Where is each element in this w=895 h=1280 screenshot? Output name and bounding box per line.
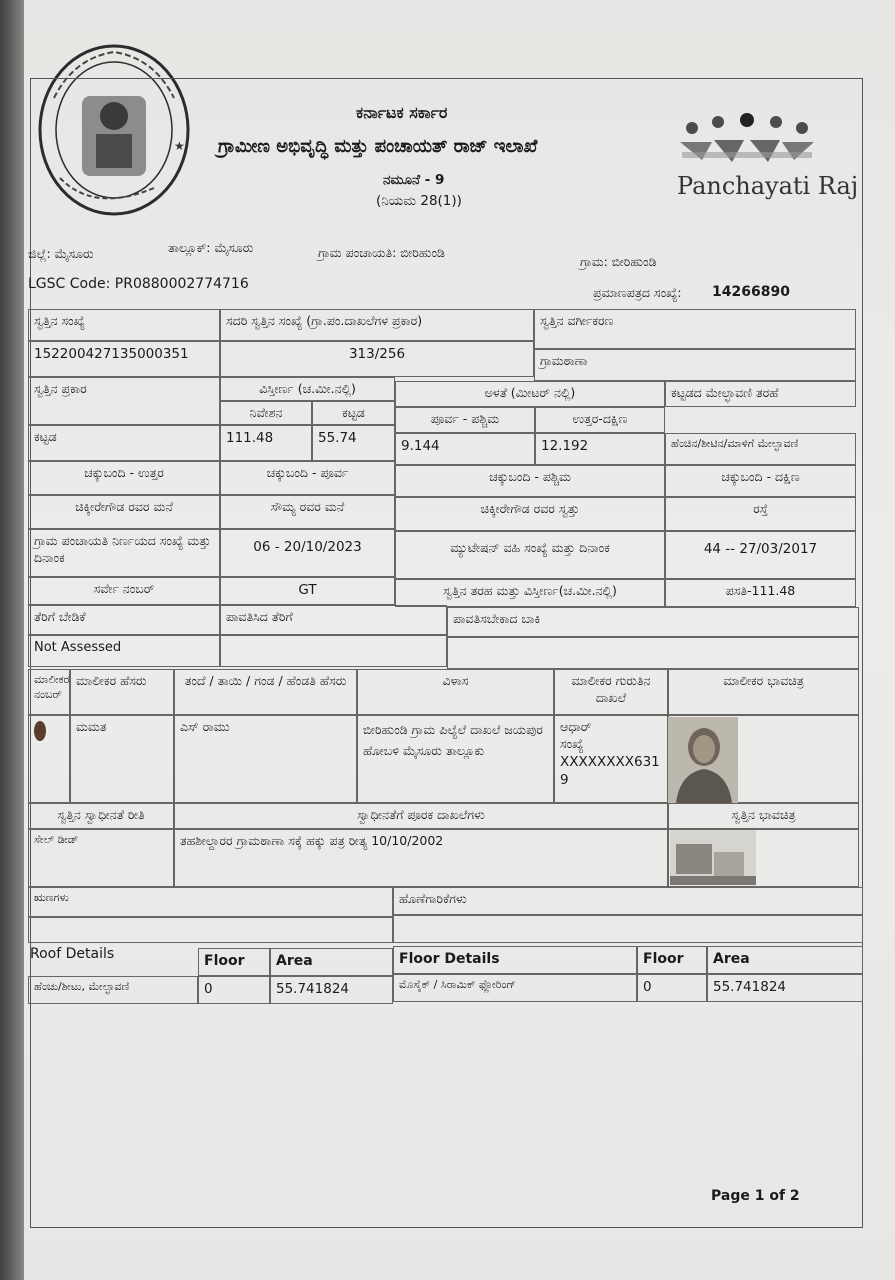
owner-photo-icon (668, 717, 738, 803)
north-south-label: ಉತ್ತರ-ದಕ್ಷಿಣ (535, 407, 665, 433)
panchayati-raj-brand: Panchayati Raj (677, 172, 859, 200)
property-photo-icon (670, 830, 756, 885)
survey-label: ಸರ್ವೇ ನಂಬರ್ (28, 577, 220, 605)
pin-mark-icon (34, 719, 48, 743)
dimension-label: ಅಳತೆ (ಮೀಟರ್ ನಲ್ಲಿ) (395, 381, 665, 407)
property-type-value: ಕಟ್ಟಡ (28, 425, 220, 461)
roof-value: ಹೆಂಚು/ಶೀಟು, ಮೇಲ್ಛಾವಣಿ (28, 976, 198, 1004)
old-number-label: ಸದರಿ ಸ್ವತ್ತಿನ ಸಂಖ್ಯೆ (ಗ್ರಾ.ಪಂ.ದಾಖಲೆಗಳ ಪ್ರಕಾರ) (220, 309, 534, 341)
acquisition-docs-label: ಸ್ವಾಧೀನತೆಗೆ ಪೂರಕ ದಾಖಲೆಗಳು (174, 803, 668, 829)
floor-type-value: ಮೊಸೈಕ್ / ಸಿರಾಮಿಕ್ ಫ್ಲೋರಿಂಗ್ (393, 974, 637, 1002)
address-header: ವಿಳಾಸ (357, 669, 554, 715)
property-photo-label: ಸ್ವತ್ತಿನ ಭಾವಚಿತ್ರ (668, 803, 859, 829)
floor-header-2: Floor (637, 946, 707, 974)
west-boundary-value: ಚಿಕ್ಕೀರೇಗೌಡ ರವರ ಸ್ವತ್ತು (395, 497, 665, 531)
area-header-1: Area (270, 948, 393, 976)
north-boundary-value: ಚಿಕ್ಕೀರೇಗೌಡ ರವರ ಮನೆ (28, 495, 220, 529)
east-boundary-value: ಸೌಮ್ಯ ರವರ ಮನೆ (220, 495, 395, 529)
owner-id-cell (554, 715, 668, 803)
west-boundary-label: ಚಕ್ಕುಬಂದಿ - ಪಶ್ಚಿಮ (395, 465, 665, 497)
district: ಜಿಲ್ಲೆ: ಮೈಸೂರು (28, 246, 94, 261)
east-west-label: ಪೂರ್ವ - ಪಶ್ಚಿಮ (395, 407, 535, 433)
tax-due-value (447, 637, 859, 669)
mutation-value: 44 -- 27/03/2017 (665, 531, 856, 579)
rule-number: (ನಿಯಮ 28(1)) (376, 193, 462, 209)
floor-header-1: Floor (198, 948, 270, 976)
acquisition-docs-value: ತಹಶೀಲ್ದಾರರ ಗ್ರಾಮಠಾಣಾ ಸಕ್ಕೆ ಹಕ್ಕು ಪತ್ರ ರೀತ್ಯ 10/10/2002 (174, 829, 668, 887)
certificate-label: ಪ್ರಮಾಣಪತ್ರದ ಸಂಖ್ಯೆ: (593, 285, 682, 300)
encumbrance-label: ಋಣಗಳು (28, 887, 393, 917)
floor-details-header: Floor Details (393, 946, 637, 974)
resolution-value: 06 - 20/10/2023 (220, 529, 395, 577)
gram-panchayat: ಗ್ರಾಮ ಪಂಚಾಯತಿ: ಬೀರಿಹುಂಡಿ (318, 245, 445, 260)
form-number: ನಮೂನೆ - 9 (383, 172, 445, 188)
property-nature-label: ಸ್ವತ್ತಿನ ತರಹ ಮತ್ತು ವಿಸ್ತೀರ್ಣ(ಚ.ಮೀ.ನಲ್ಲಿ) (395, 579, 665, 607)
owner-number-value (28, 715, 70, 803)
site-label: ನಿವೇಶನ (220, 401, 312, 425)
east-west-value: 9.144 (395, 433, 535, 465)
area-header-2: Area (707, 946, 863, 974)
floor-value-1: 0 (198, 976, 270, 1004)
liabilities-value (393, 915, 863, 943)
owner-photo-header: ಮಾಲೀಕರ ಭಾವಚಿತ್ರ (668, 669, 859, 715)
acquisition-mode-value: ಸೇಲ್ ಡೀಡ್ (28, 829, 174, 887)
tax-status: Not Assessed (28, 635, 220, 667)
tax-due-label: ಪಾವತಿಸಬೇಕಾದ ಬಾಕಿ (447, 607, 859, 637)
acquisition-mode-label: ಸ್ವತ್ತಿನ ಸ್ವಾಧೀನತೆ ರೀತಿ (28, 803, 174, 829)
owner-id-type: ಆಧಾರ್ ಸಂಖ್ಯೆ (560, 719, 592, 751)
site-area-value: 111.48 (220, 425, 312, 461)
taluk: ತಾಲ್ಲೂಕ್: ಮೈಸೂರು (168, 240, 254, 255)
area-value-1: 55.741824 (270, 976, 393, 1004)
property-id-value: 152200427135000351 (28, 341, 220, 377)
tax-paid-value (220, 635, 447, 667)
government-title: ಕರ್ನಾಟಕ ಸರ್ಕಾರ (356, 103, 448, 122)
page-number: Page 1 of 2 (711, 1188, 800, 1204)
south-boundary-label: ಚಕ್ಕುಬಂದಿ - ದಕ್ಷಿಣ (665, 465, 856, 497)
owner-id-value: XXXXXXXX631 9 (560, 753, 660, 788)
east-boundary-label: ಚಕ್ಕುಬಂದಿ - ಪೂರ್ವ (220, 461, 395, 495)
area-label: ವಿಸ್ತೀರ್ಣ (ಚ.ಮೀ.ನಲ್ಲಿ) (220, 377, 395, 401)
north-south-value: 12.192 (535, 433, 665, 465)
owner-id-header: ಮಾಲೀಕರ ಗುರುತಿನ ದಾಖಲೆ (554, 669, 668, 715)
liabilities-label: ಹೊಣೆಗಾರಿಕೆಗಳು (393, 887, 863, 915)
owner-name-header: ಮಾಲೀಕರ ಹೆಸರು (70, 669, 174, 715)
north-boundary-label: ಚಕ್ಕುಬಂದಿ - ಉತ್ತರ (28, 461, 220, 495)
svg-text:★: ★ (174, 139, 185, 153)
owner-number-header: ಮಾಲೀಕರ ನಂಬರ್ (28, 669, 70, 715)
roof-details-label: Roof Details (30, 946, 115, 962)
roof-type-value: ಹೆಂಚಿನ/ಶೀಟಿನ/ಮಾಳಿಗೆ ಮೇಲ್ಛಾವಣಿ (665, 433, 856, 465)
classification-value: ಗ್ರಾಮಠಾಣಾ (534, 349, 856, 381)
owner-relation: ಎಸ್ ರಾಮು (174, 715, 357, 803)
floor-value-2: 0 (637, 974, 707, 1002)
area-value-2: 55.741824 (707, 974, 863, 1002)
south-boundary-value: ರಸ್ತೆ (665, 497, 856, 531)
department-title: ಗ್ರಾಮೀಣ ಅಭಿವೃದ್ಧಿ ಮತ್ತು ಪಂಚಾಯತ್ ರಾಜ್ ಇಲಾಖೆ (218, 136, 538, 157)
tax-paid-label: ಪಾವತಿಸಿದ ತೆರಿಗೆ (220, 605, 447, 635)
certificate-number: 14266890 (712, 284, 790, 300)
resolution-label: ಗ್ರಾಮ ಪಂಚಾಯತಿ ನಿರ್ಣಯದ ಸಂಖ್ಯೆ ಮತ್ತು ದಿನಾಂಕ (28, 529, 220, 577)
old-number-value: 313/256 (220, 341, 534, 377)
building-label: ಕಟ್ಟಡ (312, 401, 395, 425)
property-type-label: ಸ್ವತ್ತಿನ ಪ್ರಕಾರ (28, 377, 220, 425)
building-area-value: 55.74 (312, 425, 395, 461)
relation-header: ತಂದೆ / ತಾಯಿ / ಗಂಡ / ಹೆಂಡತಿ ಹೆಸರು (174, 669, 357, 715)
classification-label: ಸ್ವತ್ತಿನ ವರ್ಗೀಕರಣ (534, 309, 856, 349)
tax-demand-label: ತೆರಿಗೆ ಬೇಡಿಕೆ (28, 605, 220, 635)
owner-address: ಬೀರಿಹುಂಡಿ ಗ್ರಾಮ ಪಿಲ್ಯೆಲೆ ದಾಖಲೆ ಜಯಪುರ ಹೋಬಳಿ ಮೈಸೂರು ತಾಲ್ಲೂಕು (357, 715, 554, 803)
roof-type-label: ಕಟ್ಟಡದ ಮೇಲ್ಛಾವಣಿ ತರಹೆ (665, 381, 856, 407)
encumbrance-value (28, 917, 393, 943)
owner-name: ಮಮತ (70, 715, 174, 803)
property-nature-value: ಪಸತಿ-111.48 (665, 579, 856, 607)
survey-value: GT (220, 577, 395, 605)
property-id-label: ಸ್ವತ್ತಿನ ಸಂಖ್ಯೆ (28, 309, 220, 341)
lgsc-code: LGSC Code: PR0880002774716 (28, 276, 249, 292)
village: ಗ್ರಾಮ: ಬೀರಿಹುಂಡಿ (580, 254, 657, 269)
mutation-label: ಮ್ಯುಟೇಷನ್ ವಹಿ ಸಂಖ್ಯೆ ಮತ್ತು ದಿನಾಂಕ (395, 531, 665, 579)
